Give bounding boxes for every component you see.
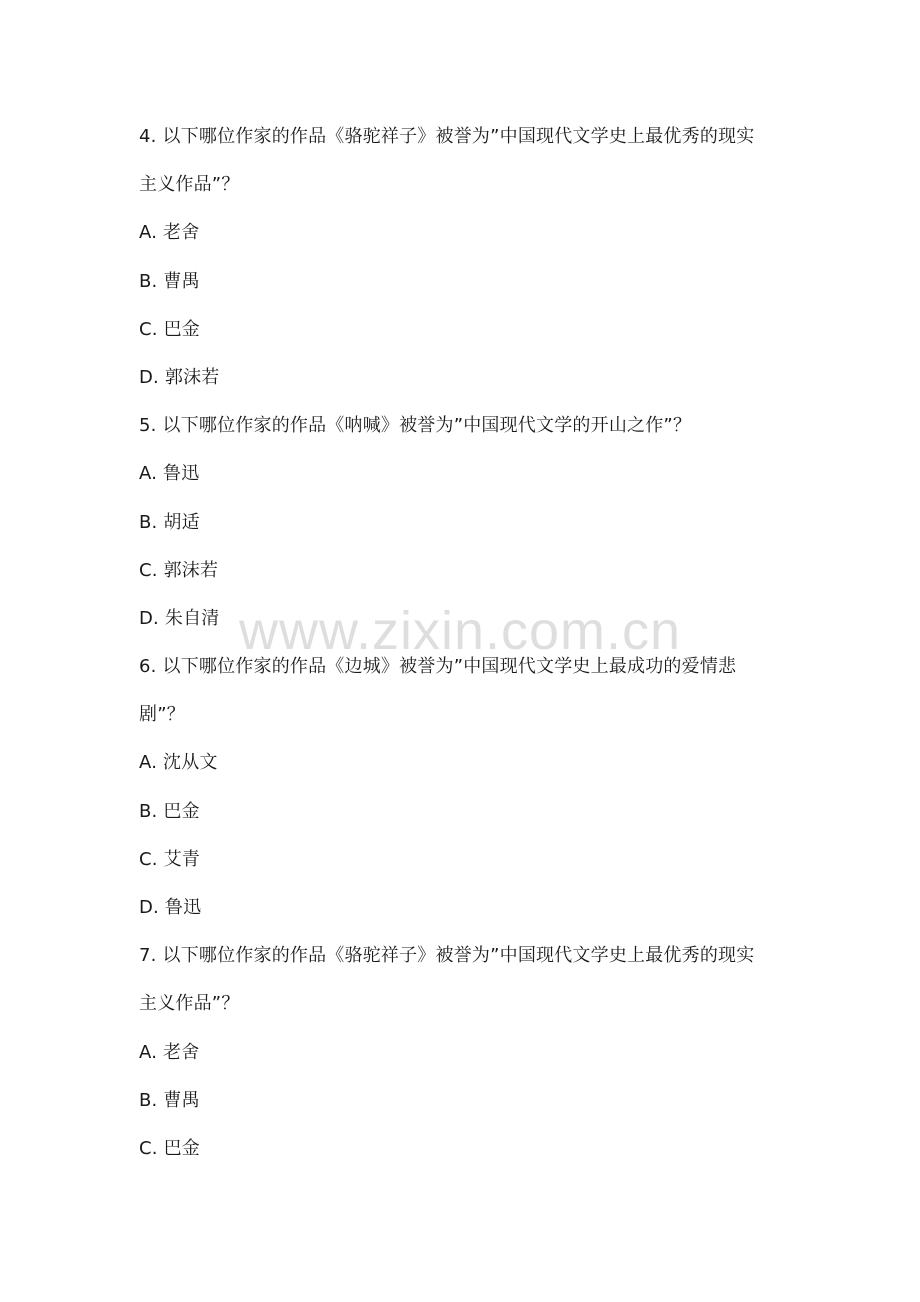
question-4-option-c: C. 巴金 — [139, 318, 201, 340]
question-5-option-c: C. 郭沫若 — [139, 559, 219, 581]
question-7-option-a: A. 老舍 — [139, 1041, 200, 1063]
question-6-option-c: C. 艾青 — [139, 848, 201, 870]
question-7-option-b: B. 曹禺 — [139, 1089, 200, 1111]
question-7-text: 7. 以下哪位作家的作品《骆驼祥子》被誉为”中国现代文学史上最优秀的现实 — [139, 945, 755, 967]
question-5-option-b: B. 胡适 — [139, 511, 200, 533]
question-5-option-a: A. 鲁迅 — [139, 463, 200, 485]
question-5-text: 5. 以下哪位作家的作品《呐喊》被誉为”中国现代文学的开山之作”？ — [139, 415, 692, 437]
document-body — [139, 113, 789, 1173]
question-6-text: 6. 以下哪位作家的作品《边城》被誉为”中国现代文学史上最成功的爱情悲 — [139, 656, 737, 678]
question-4-option-b: B. 曹禺 — [139, 270, 200, 292]
question-6-option-b: B. 巴金 — [139, 800, 200, 822]
question-7-option-c: C. 巴金 — [139, 1137, 201, 1159]
question-4-text-continued: 主义作品”？ — [139, 174, 240, 196]
watermark: www.zixin.com.cn — [238, 601, 682, 661]
question-4-option-a: A. 老舍 — [139, 222, 200, 244]
question-6-option-a: A. 沈从文 — [139, 752, 218, 774]
question-6-option-d: D. 鲁迅 — [139, 897, 202, 918]
question-4-option-d: D. 郭沫若 — [139, 366, 220, 388]
question-7-text-continued: 主义作品”？ — [139, 993, 240, 1015]
question-6-text-continued: 剧”？ — [139, 704, 185, 726]
question-4-text: 4. 以下哪位作家的作品《骆驼祥子》被誉为”中国现代文学史上最优秀的现实 — [139, 126, 755, 147]
question-5-option-d: D. 朱自清 — [139, 607, 220, 629]
